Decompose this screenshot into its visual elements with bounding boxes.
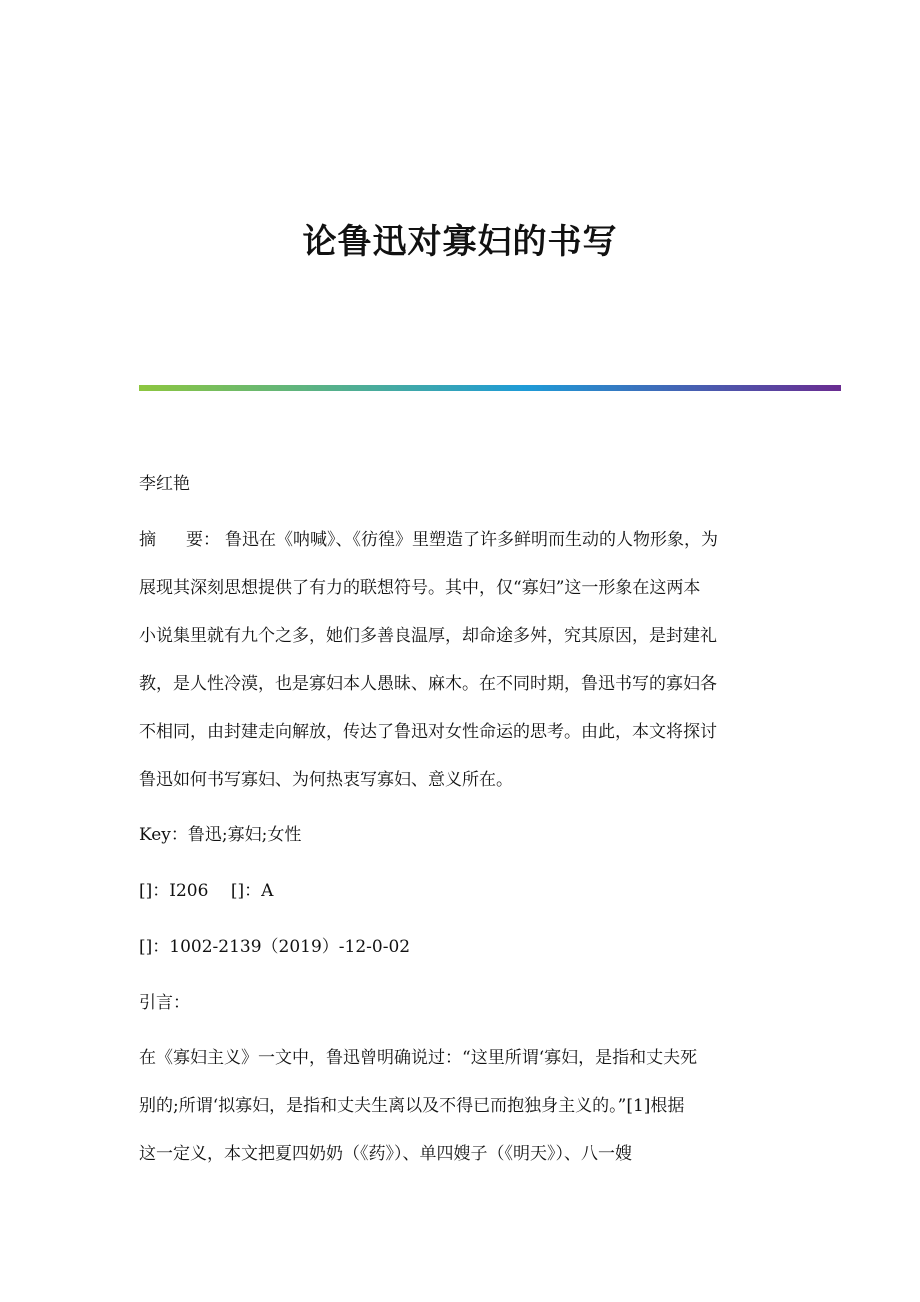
abstract-label-a: 摘 <box>139 530 156 550</box>
abstract-line-1 <box>139 516 784 564</box>
title-divider-bar <box>139 385 841 391</box>
intro-line-2: 别的;所谓‘拟寡妇，是指和丈夫生离以及不得已而抱独身主义的。”[1]根据 <box>139 1096 685 1116</box>
keywords: Key：鲁迅;寡妇;女性 <box>139 825 302 845</box>
keywords-line <box>139 811 784 859</box>
abstract-label <box>139 516 225 564</box>
intro-line-1: 在《寡妇主义》一文中，鲁迅曾明确说过：“这里所谓‘寡妇，是指和丈夫死 <box>139 1048 698 1068</box>
intro-heading: 引言： <box>139 993 190 1013</box>
abstract-line-3: 小说集里就有九个之多，她们多善良温厚，却命途多舛，究其原因，是封建礼 <box>139 626 717 646</box>
abstract-line-6: 鲁迅如何书写寡妇、为何热衷写寡妇、意义所在。 <box>139 770 513 790</box>
article-id: []：1002-2139（2019）-12-0-02 <box>139 937 411 957</box>
author-line <box>139 460 784 508</box>
abstract-line-2: 展现其深刻思想提供了有力的联想符号。其中，仅“寡妇”这一形象在这两本 <box>139 578 701 598</box>
abstract-line-4: 教，是人性冷漠，也是寡妇本人愚昧、麻木。在不同时期，鲁迅书写的寡妇各 <box>139 674 717 694</box>
abstract-text-1: 鲁迅在《呐喊》、《彷徨》里塑造了许多鲜明而生动的人物形象，为 <box>225 530 718 550</box>
author-name: 李红艳 <box>139 474 190 494</box>
intro-line-3: 这一定义，本文把夏四奶奶（《药》）、单四嫂子（《明天》）、八一嫂 <box>139 1144 632 1164</box>
classification-codes: []：I206 []：A <box>139 881 274 901</box>
page-title: 论鲁迅对寡妇的书写 <box>302 222 618 262</box>
classification-line <box>139 867 784 915</box>
abstract-label-b: 要： <box>186 530 220 550</box>
abstract-block <box>139 516 784 804</box>
abstract-line-5: 不相同，由封建走向解放，传达了鲁迅对女性命运的思考。由此，本文将探讨 <box>139 722 717 742</box>
article-id-line <box>139 923 784 971</box>
intro-heading-line <box>139 979 784 1027</box>
intro-paragraph <box>139 1034 784 1178</box>
